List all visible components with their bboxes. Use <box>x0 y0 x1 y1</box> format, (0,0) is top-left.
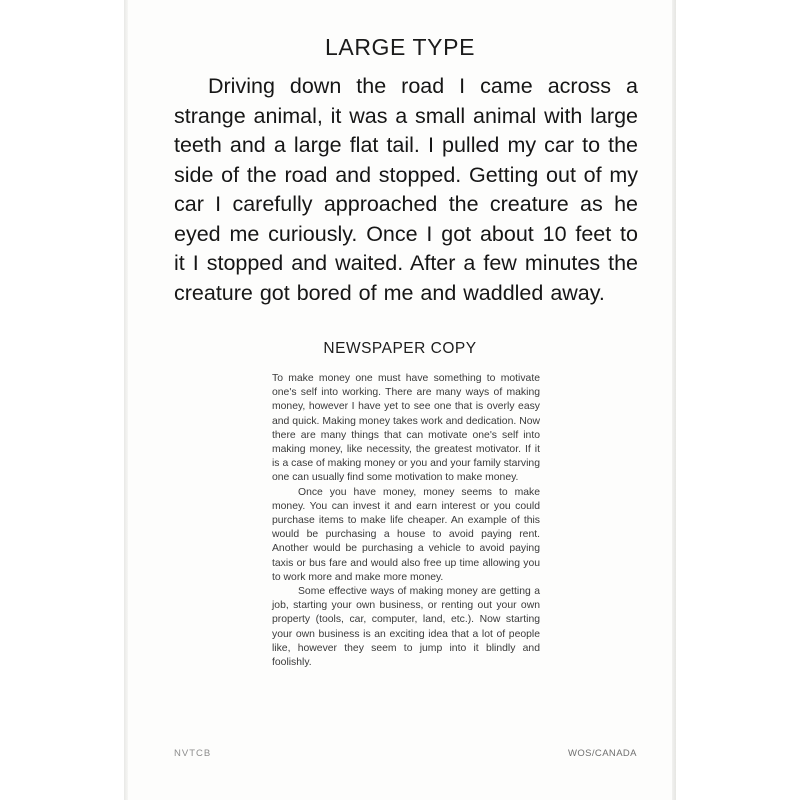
large-type-body <box>174 72 638 308</box>
large-type-heading: LARGE TYPE <box>324 34 476 60</box>
large-type-body-text: Driving down the road I came across a strange animal, it was a small animal with large teeth and a large flat tail. I pulled my car to the side of the road and stopped. Getting out of my car I carefully approached the creature as he eyed me curiously. Once I got about 10 feet to it I stopped and waited. After a few minutes the creature got bored of me and waddled away. <box>174 74 638 305</box>
newspaper-paragraph: Some effective ways of making money are getting a job, starting your own business, or renting out your own property (tools, car, computer, land, etc.). Now starting your own business is an exciting idea that a lot of people like, however they seem to jump into it blindly and foolishly. <box>272 586 540 669</box>
page-margin-left <box>0 0 128 800</box>
newspaper-copy-body <box>272 372 540 670</box>
footer-code-right: WOS/CANADA <box>568 748 637 759</box>
newspaper-paragraph: To make money one must have something to motivate one's self into working. There are many ways of making money, however I have yet to see one that is overly easy and quick. Making money takes work and dedication. Now there are many things that can motivate one's self into making money, like necessity, the greatest motivator. If it is a case of making money or you and your family starving one can usually find some motivation to make money. <box>272 373 540 484</box>
page-margin-right <box>676 0 800 800</box>
newspaper-paragraph: Once you have money, money seems to make money. You can invest it and earn interest or you could purchase items to make life cheaper. An example of this would be purchasing a house to avoid paying rent. Another would be purchasing a vehicle to avoid paying taxis or bus fare and would also free up time allowing you to work more and make more money. <box>272 486 540 583</box>
footer-code-left: NVTCB <box>174 748 212 759</box>
newspaper-copy-heading: NEWSPAPER COPY <box>323 340 477 357</box>
